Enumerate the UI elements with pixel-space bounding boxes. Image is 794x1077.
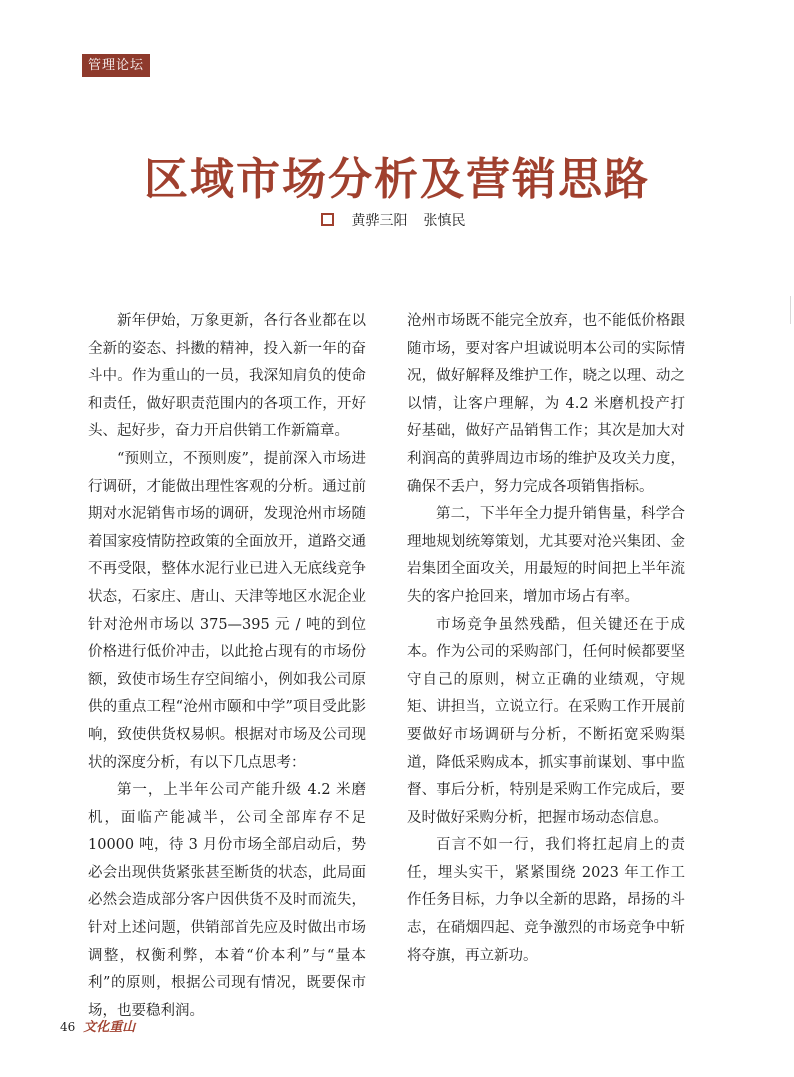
right-column <box>407 308 685 970</box>
byline <box>0 211 794 231</box>
body-paragraph: “预则立，不预则废”，提前深入市场进行调研，才能做出理性客观的分析。通过前期对水泥销售市场的调研，发现沧州市场随着国家疫情防控政策的全面放开，道路交通不再受限，整体水泥行业已进入无底线竞争状态，石家庄、唐山、天津等地区水泥企业针对沧州市场以 375—395 元 / 吨的到位价格进行低价冲击，以此抢占现有的市场份额，致使市场生存空间缩小，例如我公司原供的重点工程“沧州市颐和中学”项目受此影响，致使供货权易帜。根据对市场及公司现状的深度分析，有以下几点思考： <box>88 450 366 771</box>
body-paragraph: 第二，下半年全力提升销售量，科学合理地规划统筹策划，尤其要对沧兴集团、金岩集团全面攻关，用最短的时间把上半年流失的客户抢回来，增加市场占有率。 <box>407 506 685 605</box>
author-name: 黄骅三阳 <box>351 213 408 229</box>
body-paragraph-continued: 沧州市场既不能完全放弃，也不能低价格跟随市场，要对客户坦诚说明本公司的实际情况，做好解释及维护工作，晓之以理、动之以情，让客户理解，为 4.2 米磨机投产打好基础，做好产品销售工作；其次是加大对利润高的黄骅周边市场的维护及攻关力度，确保不丢户，努力完成各项销售指标。 <box>407 313 685 495</box>
square-bullet-icon <box>321 213 334 226</box>
page-number: 46 <box>60 1020 76 1034</box>
author-name: 张慎民 <box>423 213 466 229</box>
page-footer <box>60 1017 135 1037</box>
magazine-logo: 文化重山 <box>83 1020 136 1035</box>
section-tag: 管理论坛 <box>82 54 150 77</box>
body-paragraph: 新年伊始，万象更新，各行各业都在以全新的姿态、抖擞的精神，投入新一年的奋斗中。作为重山的一员，我深知肩负的使命和责任，做好职责范围内的各项工作，开好头、起好步，奋力开启供销工作新篇章。 <box>88 313 366 440</box>
left-column <box>88 308 366 1025</box>
page-edge-mark <box>790 296 794 324</box>
body-paragraph: 第一，上半年公司产能升级 4.2 米磨机，面临产能减半，公司全部库存不足 10000 吨，待 3 月份市场全部启动后，势必会出现供货紧张甚至断货的状态，此局面必然会造成部分客户因供货不及时而流失，针对上述问题，供销部首先应及时做出市场调整，权衡利弊，本着“价本利”与“量本利”的原则，根据公司现有情况，既要保市场，也要稳利润。 <box>88 782 366 1019</box>
article-title: 区域市场分析及营销思路 <box>144 154 650 205</box>
body-paragraph: 市场竞争虽然残酷，但关键还在于成本。作为公司的采购部门，任何时候都要坚守自己的原则，树立正确的业绩观，守规矩、讲担当，立说立行。在采购工作开展前要做好市场调研与分析，不断拓宽采购渠道，降低采购成本，抓实事前谋划、事中监督、事后分析，特别是采购工作完成后，要及时做好采购分析，把握市场动态信息。 <box>407 616 685 826</box>
body-paragraph: 百言不如一行，我们将扛起肩上的责任，埋头实干，紧紧围绕 2023 年工作工作任务目标，力争以全新的思路，昂扬的斗志，在硝烟四起、竞争激烈的市场竞争中斩将夺旗，再立新功。 <box>407 837 685 964</box>
